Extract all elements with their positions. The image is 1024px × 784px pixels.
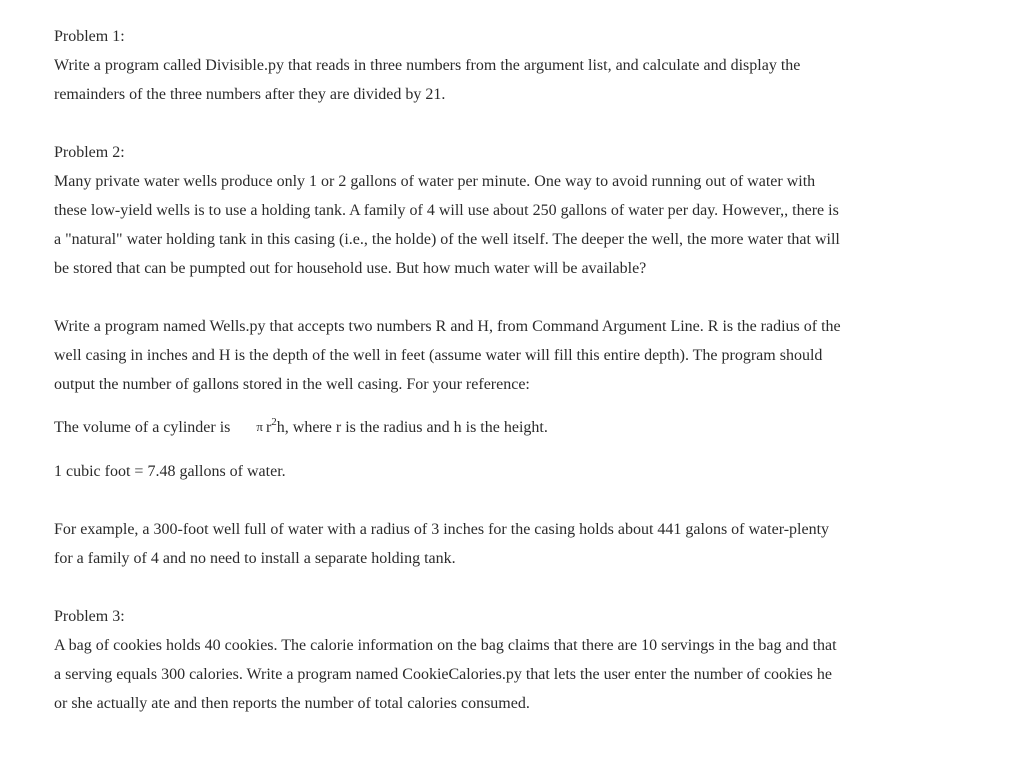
problem-3-text-line: A bag of cookies holds 40 cookies. The calorie information on the bag claims that there are 10 servings in the bag and that xyxy=(54,637,837,654)
formula-exponent: 2 xyxy=(271,416,277,428)
problem-1-heading: Problem 1: xyxy=(54,28,125,45)
spacer xyxy=(54,486,954,515)
spacer xyxy=(54,109,954,138)
spacer xyxy=(54,283,954,312)
problem-2-heading: Problem 2: xyxy=(54,144,125,161)
problem-2-example-line: for a family of 4 and no need to install a separate holding tank. xyxy=(54,550,456,567)
problem-2-task-line: well casing in inches and H is the depth of the well in feet (assume water will fill this entire depth). The program should xyxy=(54,347,823,364)
problem-3-section xyxy=(54,602,954,718)
problem-2-section xyxy=(54,138,954,573)
problem-2-task-line: output the number of gallons stored in the well casing. For your reference: xyxy=(54,376,530,393)
pi-symbol: π xyxy=(256,419,263,434)
problem-1-text-line: Write a program called Divisible.py that reads in three numbers from the argument list, and calculate and display the xyxy=(54,57,801,74)
problem-3-text-line: or she actually ate and then reports the number of total calories consumed. xyxy=(54,695,530,712)
problem-2-intro-line: these low-yield wells is to use a holding tank. A family of 4 will use about 250 gallons of water per day. However,, there is xyxy=(54,202,839,219)
problem-2-task-line: Write a program named Wells.py that accepts two numbers R and H, from Command Argument Line. R is the radius of the xyxy=(54,318,841,335)
document-body xyxy=(54,22,954,718)
cylinder-volume-formula xyxy=(54,399,954,457)
problem-1-text-line: remainders of the three numbers after they are divided by 21. xyxy=(54,86,446,103)
spacer xyxy=(54,573,954,602)
problem-2-example-line: For example, a 300-foot well full of water with a radius of 3 inches for the casing holds about 441 galons of water-plenty xyxy=(54,521,830,538)
formula-r: r xyxy=(265,419,272,436)
formula-prefix: The volume of a cylinder is xyxy=(54,419,231,436)
formula-suffix: h, where r is the radius and h is the height. xyxy=(276,419,548,436)
problem-2-intro-line: Many private water wells produce only 1 or 2 gallons of water per minute. One way to avoid running out of water with xyxy=(54,173,816,190)
problem-1-section xyxy=(54,22,954,109)
conversion-note: 1 cubic foot = 7.48 gallons of water. xyxy=(54,463,286,480)
problem-2-intro-line: a "natural" water holding tank in this casing (i.e., the holde) of the well itself. The deeper the well, the more water that will xyxy=(54,231,840,248)
problem-3-text-line: a serving equals 300 calories. Write a program named CookieCalories.py that lets the user enter the number of cookies he xyxy=(54,666,832,683)
problem-2-intro-line: be stored that can be pumpted out for household use. But how much water will be available? xyxy=(54,260,647,277)
problem-3-heading: Problem 3: xyxy=(54,608,125,625)
